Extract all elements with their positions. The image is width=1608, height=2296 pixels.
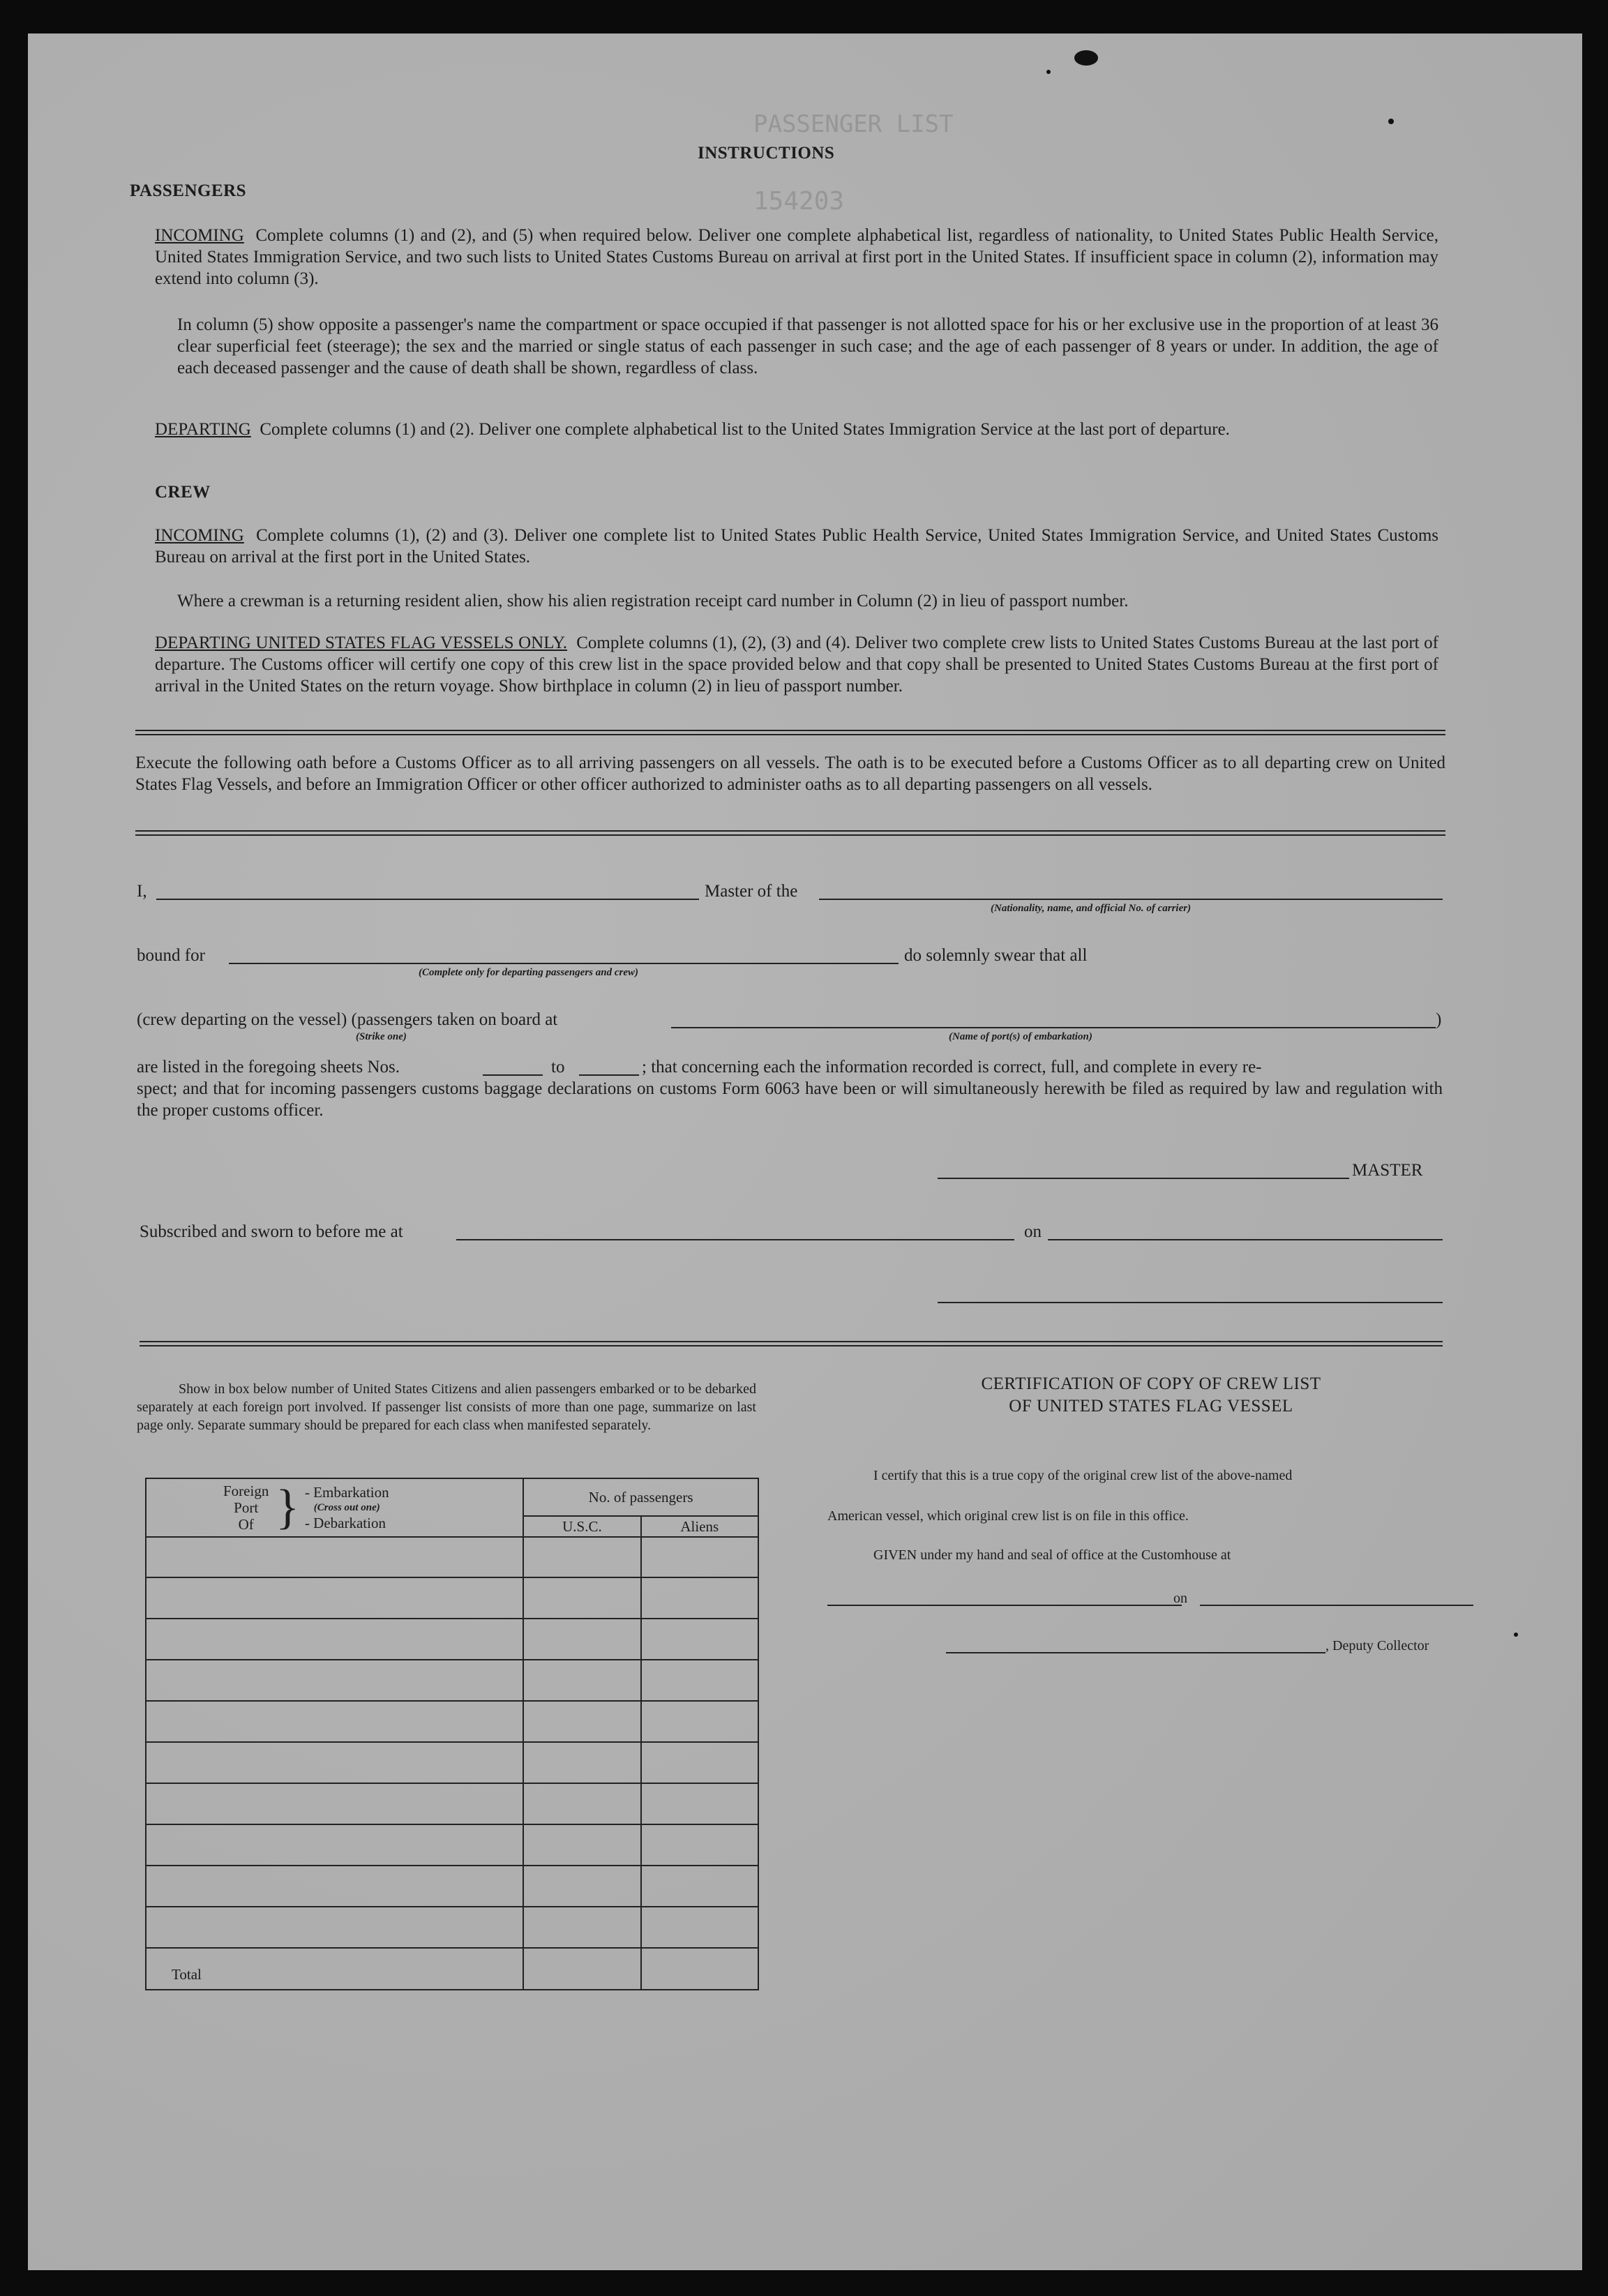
crew-us-flag-text: Complete columns (1), (2), (3) and (4). Deliver two complete crew lists to United States Customs Bureau at the last port of departure. The Customs officer will certify one copy of this crew list in the space provided below and that copy shall be presented to United States Customs Bureau at the first port of arrival in the United States on the return voyage. Show birthplace in column (2) in lieu of passport number. — [155, 633, 1438, 696]
passengers-departing-label: DEPARTING — [155, 420, 251, 439]
swear-label: do solemnly swear that all — [904, 946, 1088, 965]
sworn-on-label: on — [1024, 1222, 1042, 1241]
passenger-summary-table — [145, 1478, 759, 1990]
form-sheet — [28, 33, 1582, 2270]
ink-speck — [1388, 119, 1394, 124]
section-divider — [140, 1341, 1443, 1346]
deputy-collector-signature-field[interactable] — [946, 1652, 1325, 1653]
sheet-from-field[interactable] — [483, 1074, 543, 1076]
ports-of-embarkation-field[interactable] — [671, 1027, 1436, 1028]
port-cell[interactable] — [146, 1537, 523, 1577]
bound-for-field[interactable] — [229, 963, 899, 964]
passengers-column5-paragraph: In column (5) show opposite a passenger's name the compartment or space occupied if that passenger is not allotted space for his or her exclusive use in the proportion of at least 36 clear superficial feet (steerage); the sex and the married or single status of each passenger in such case; and the age of each passenger of 8 years or under. In addition, the age of each deceased passenger and the cause of death shall be shown, regardless of class. — [177, 315, 1438, 377]
aliens-cell[interactable] — [641, 1701, 758, 1742]
ink-speck — [1514, 1633, 1518, 1637]
certification-line-3: GIVEN under my hand and seal of office at the Customhouse at — [873, 1547, 1231, 1563]
certification-title-2: OF UNITED STATES FLAG VESSEL — [1009, 1397, 1293, 1416]
port-label: Port — [234, 1499, 259, 1516]
foreign-port-header-cell — [146, 1478, 523, 1537]
crew-incoming-paragraph — [155, 525, 1438, 568]
debarkation-label: - Debarkation — [304, 1515, 386, 1531]
bleed-through-mark: 154203 — [753, 187, 845, 216]
carrier-field[interactable] — [819, 899, 1443, 900]
port-cell[interactable] — [146, 1907, 523, 1948]
foreign-label: Foreign — [223, 1483, 269, 1499]
cross-out-caption: (Cross out one) — [313, 1502, 380, 1513]
page-title: INSTRUCTIONS — [698, 144, 835, 163]
total-label: Total — [146, 1948, 523, 1990]
ink-speck — [1046, 70, 1051, 74]
aliens-cell[interactable] — [641, 1824, 758, 1866]
aliens-total-cell[interactable] — [641, 1948, 758, 1990]
port-cell[interactable] — [146, 1866, 523, 1907]
embarkation-label: - Embarkation — [304, 1484, 389, 1501]
officer-signature-field[interactable] — [938, 1302, 1443, 1303]
section-divider — [135, 830, 1445, 836]
close-paren: ) — [1436, 1010, 1442, 1029]
usc-cell[interactable] — [523, 1577, 640, 1619]
bound-for-caption: (Complete only for departing passengers and crew) — [419, 967, 638, 978]
port-cell[interactable] — [146, 1742, 523, 1783]
no-passengers-header: No. of passengers — [523, 1478, 758, 1516]
aliens-cell[interactable] — [641, 1537, 758, 1577]
usc-cell[interactable] — [523, 1783, 640, 1824]
master-of-the-label: Master of the — [705, 882, 798, 901]
oath-i-label: I, — [137, 882, 147, 901]
master-signature-field[interactable] — [938, 1178, 1349, 1179]
listed-continued: ; that concerning each the information recorded is correct, full, and complete in every re- — [642, 1058, 1262, 1076]
crew-departing-label: (crew departing on the vessel) (passengers taken on board at — [137, 1010, 558, 1029]
aliens-cell[interactable] — [641, 1660, 758, 1701]
port-cell[interactable] — [146, 1783, 523, 1824]
aliens-header: Aliens — [641, 1516, 758, 1537]
certification-line-2: American vessel, which original crew list is on file in this office. — [827, 1508, 1189, 1524]
listed-to-label: to — [551, 1058, 565, 1076]
sworn-date-field[interactable] — [1048, 1239, 1443, 1240]
ink-speck — [1074, 50, 1098, 66]
bound-for-label: bound for — [137, 946, 205, 965]
customhouse-field[interactable] — [827, 1605, 1182, 1606]
aliens-cell[interactable] — [641, 1577, 758, 1619]
passengers-incoming-text: Complete columns (1) and (2), and (5) when required below. Deliver one complete alphabetical list, regardless of nationality, to United States Public Health Service, United States Immigration Service, and two such lists to United States Customs Bureau on arrival at first port in the United States. If insufficient space in column (2), information may extend into column (3). — [155, 226, 1439, 288]
certification-date-field[interactable] — [1200, 1605, 1473, 1606]
usc-cell[interactable] — [523, 1907, 640, 1948]
sheet-to-field[interactable] — [579, 1074, 639, 1076]
crew-heading: CREW — [155, 483, 211, 502]
carrier-caption: (Nationality, name, and official No. of carrier) — [991, 903, 1192, 914]
master-label: MASTER — [1352, 1161, 1423, 1180]
aliens-cell[interactable] — [641, 1783, 758, 1824]
passengers-departing-paragraph — [155, 419, 1438, 440]
crew-incoming-text: Complete columns (1), (2) and (3). Deliver one complete list to United States Public Health Service, United States Immigration Service, and United States Customs Bureau on arrival at the first port in the United States. — [155, 526, 1439, 567]
aliens-cell[interactable] — [641, 1866, 758, 1907]
passengers-departing-text: Complete columns (1) and (2). Deliver one complete alphabetical list to the United States Immigration Service at the last port of departure. — [260, 420, 1230, 439]
crew-resident-paragraph: Where a crewman is a returning resident alien, show his alien registration receipt card number in Column (2) in lieu of passport number. — [177, 592, 1129, 610]
aliens-cell[interactable] — [641, 1907, 758, 1948]
subscribed-label: Subscribed and sworn to before me at — [140, 1222, 403, 1241]
section-divider — [135, 730, 1445, 735]
ports-caption: (Name of port(s) of embarkation) — [949, 1031, 1092, 1042]
strike-one-caption: (Strike one) — [356, 1031, 407, 1042]
usc-cell[interactable] — [523, 1824, 640, 1866]
port-cell[interactable] — [146, 1577, 523, 1619]
certification-line-1: I certify that this is a true copy of the original crew list of the above-named — [873, 1468, 1293, 1483]
usc-cell[interactable] — [523, 1742, 640, 1783]
of-label: Of — [238, 1516, 254, 1533]
passengers-incoming-label: INCOMING — [155, 226, 244, 245]
usc-cell[interactable] — [523, 1537, 640, 1577]
port-cell[interactable] — [146, 1619, 523, 1660]
sworn-place-field[interactable] — [456, 1239, 1014, 1240]
listed-label: are listed in the foregoing sheets Nos. — [137, 1058, 400, 1076]
certification-title-1: CERTIFICATION OF COPY OF CREW LIST — [981, 1374, 1321, 1393]
crew-us-flag-label: DEPARTING UNITED STATES FLAG VESSELS ONLY. — [155, 633, 568, 652]
usc-cell[interactable] — [523, 1701, 640, 1742]
crew-incoming-label: INCOMING — [155, 526, 244, 545]
port-cell[interactable] — [146, 1701, 523, 1742]
port-cell[interactable] — [146, 1660, 523, 1701]
oath-intro: Execute the following oath before a Customs Officer as to all arriving passengers on all vessels. The oath is to be executed before a Customs Officer as to all departing crew on United States Flag Vessels, and before an Immigration Officer or other officer authorized to administer oaths as to all departing passengers on all vessels. — [135, 753, 1445, 794]
usc-cell[interactable] — [523, 1619, 640, 1660]
passengers-incoming-paragraph — [155, 225, 1438, 290]
listed-remainder: spect; and that for incoming passengers customs baggage declarations on customs Form 6063 have been or will simultaneously herewith be filed as required by law and regulation with the proper customs officer. — [137, 1079, 1443, 1120]
certification-on-label: on — [1173, 1591, 1187, 1606]
brace-glyph: } — [276, 1480, 299, 1534]
bleed-through-mark: PASSENGER LIST — [753, 110, 954, 138]
summary-note: Show in box below number of United States Citizens and alien passengers embarked or to be debarked separately at each foreign port involved. If passenger list consists of more than one page, summarize on last page only. Separate summary should be prepared for each class when manifested separately. — [137, 1381, 756, 1433]
deputy-collector-label: , Deputy Collector — [1325, 1638, 1429, 1653]
passengers-heading: PASSENGERS — [130, 181, 247, 200]
port-cell[interactable] — [146, 1824, 523, 1866]
usc-total-cell[interactable] — [523, 1948, 640, 1990]
aliens-cell[interactable] — [641, 1742, 758, 1783]
usc-cell[interactable] — [523, 1660, 640, 1701]
usc-cell[interactable] — [523, 1866, 640, 1907]
master-name-field[interactable] — [156, 899, 699, 900]
usc-header: U.S.C. — [523, 1516, 640, 1537]
crew-us-flag-paragraph — [155, 632, 1438, 697]
aliens-cell[interactable] — [641, 1619, 758, 1660]
